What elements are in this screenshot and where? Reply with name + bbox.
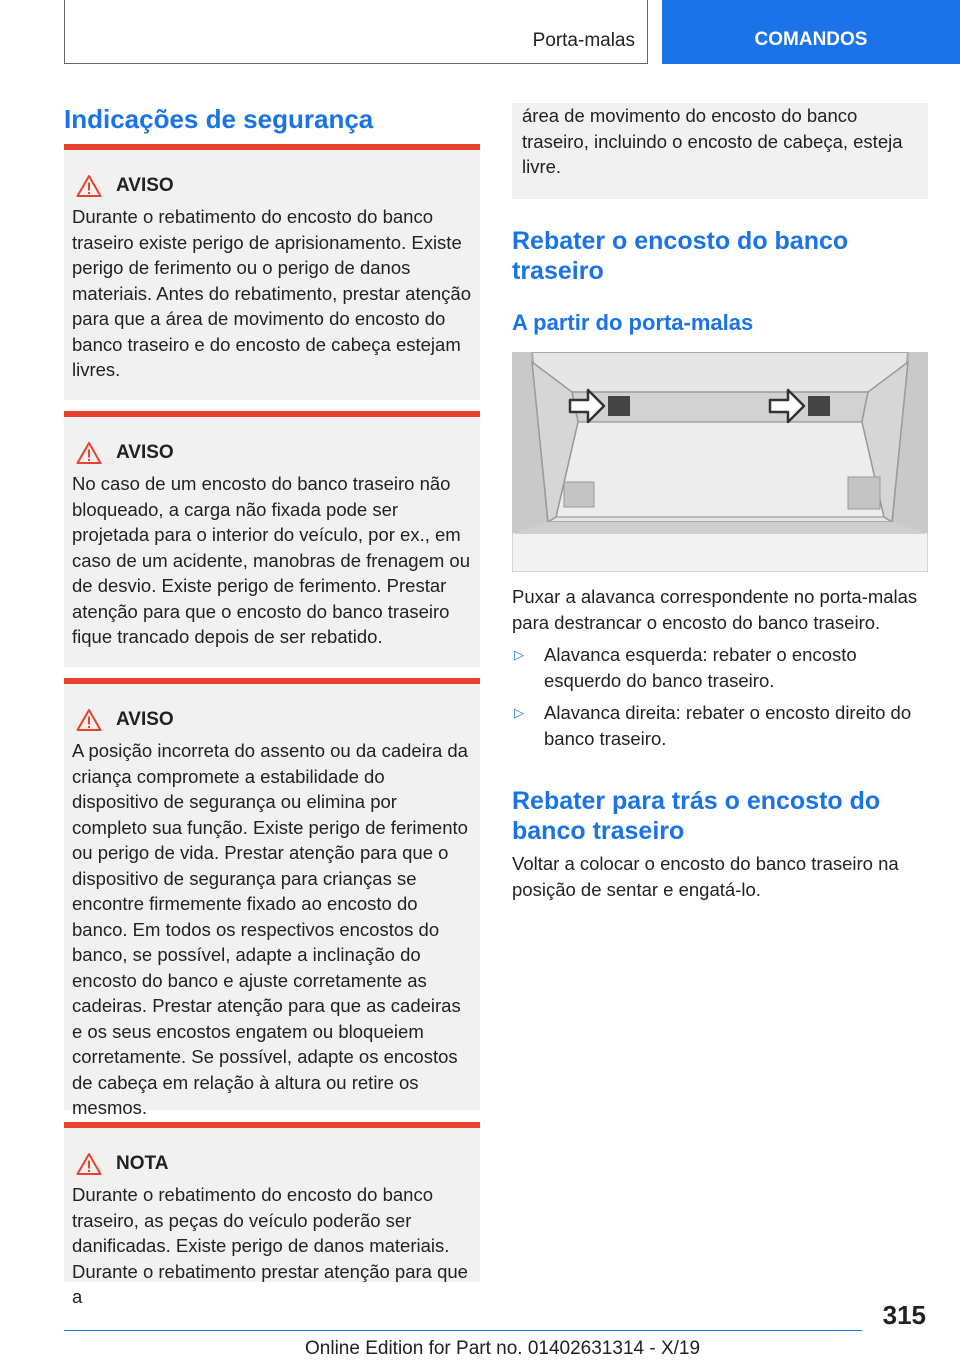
subheading-porta-malas: A partir do porta-malas: [512, 310, 754, 335]
heading-rebater-encosto: Rebater o encosto do banco traseiro: [512, 227, 849, 285]
warning-triangle-icon: [76, 708, 102, 732]
warning-label: AVISO: [116, 175, 174, 196]
warning-text: A posição incorreta do assento ou da cadeira da criança compromete a estabilidade do dispositivo de segurança ou elimina por completo sua função. Existe perigo de ferimento ou perigo de vida. Prestar atenção para que o dispositivo de segurança para crianças se encontre firmemente fixado ao encosto do banco. Em todos os respectivos encostos do banco, se possível, adapte a inclinação do encosto do banco e ajuste corretamente as cadeiras. Prestar atenção para que as cadeiras e os seus encostos engatem ou bloqueiem corretamente. Se possível, adapte os encostos de cabeça em relação à altura ou retire os mesmos.: [72, 740, 468, 1118]
note-box: [64, 1122, 480, 1307]
list-item-text: Alavanca esquerda: rebater o encosto esquerdo do banco traseiro.: [544, 644, 857, 691]
triangle-bullet-icon: ▷: [514, 647, 524, 662]
header-section-box: [64, 0, 648, 64]
warning-text: Durante o rebatimento do encosto do banco traseiro existe perigo de aprisionamento. Existe perigo de ferimento ou o perigo de danos materiais. Antes do rebatimento, prestar atenção para que a área de movimento do encosto do banco traseiro e do encosto de cabeça estejam livres.: [72, 206, 471, 380]
warning-label: AVISO: [116, 709, 174, 730]
chapter-tab-label: COMANDOS: [754, 29, 868, 50]
footer-edition: Online Edition for Part no. 01402631314 - X/19: [305, 1338, 701, 1359]
warning-box: [64, 411, 480, 667]
trunk-photo-image: [512, 352, 928, 572]
chapter-tab[interactable]: [662, 0, 960, 64]
note-continuation-box: [512, 103, 928, 199]
footer-divider: [64, 1330, 862, 1331]
list-item: [512, 642, 928, 693]
section-title: Indicações de segurança: [64, 104, 374, 134]
note-continuation-text: área de movimento do encosto do banco traseiro, incluindo o encosto de cabeça, esteja livre.: [522, 105, 903, 177]
triangle-bullet-icon: ▷: [514, 705, 524, 720]
warning-text: No caso de um encosto do banco traseiro não bloqueado, a carga não fixada pode ser projetada para o interior do veículo, por ex., em caso de um acidente, manobras de frenagem ou de desvio. Existe perigo de ferimento. Prestar atenção para que o encosto do banco traseiro fique trancado depois de ser rebatido.: [72, 473, 470, 647]
warning-box: [64, 678, 480, 1118]
instruction-text: Puxar a alavanca correspondente no porta-malas para destrancar o encosto do banco traseiro.: [512, 586, 918, 633]
page-number: 315: [882, 1300, 926, 1330]
header-section-title: Porta-malas: [532, 30, 635, 51]
heading-rebater-tras: Rebater para trás o encosto do banco traseiro: [512, 787, 881, 845]
warning-label: AVISO: [116, 442, 174, 463]
note-label: NOTA: [116, 1153, 169, 1174]
lever-list: [512, 642, 928, 758]
note-text: Durante o rebatimento do encosto do banco traseiro, as peças do veículo poderão ser danificadas. Existe perigo de danos materiais. Durante o rebatimento prestar atenção para que a: [72, 1184, 468, 1307]
warning-triangle-icon: [76, 441, 102, 465]
tras-text: Voltar a colocar o encosto do banco traseiro na posição de sentar e engatá-lo.: [512, 853, 899, 900]
list-item: [512, 700, 928, 751]
warning-box: [64, 144, 480, 400]
warning-triangle-icon: [76, 1152, 102, 1176]
warning-triangle-icon: [76, 174, 102, 198]
list-item-text: Alavanca direita: rebater o encosto direito do banco traseiro.: [544, 702, 912, 749]
